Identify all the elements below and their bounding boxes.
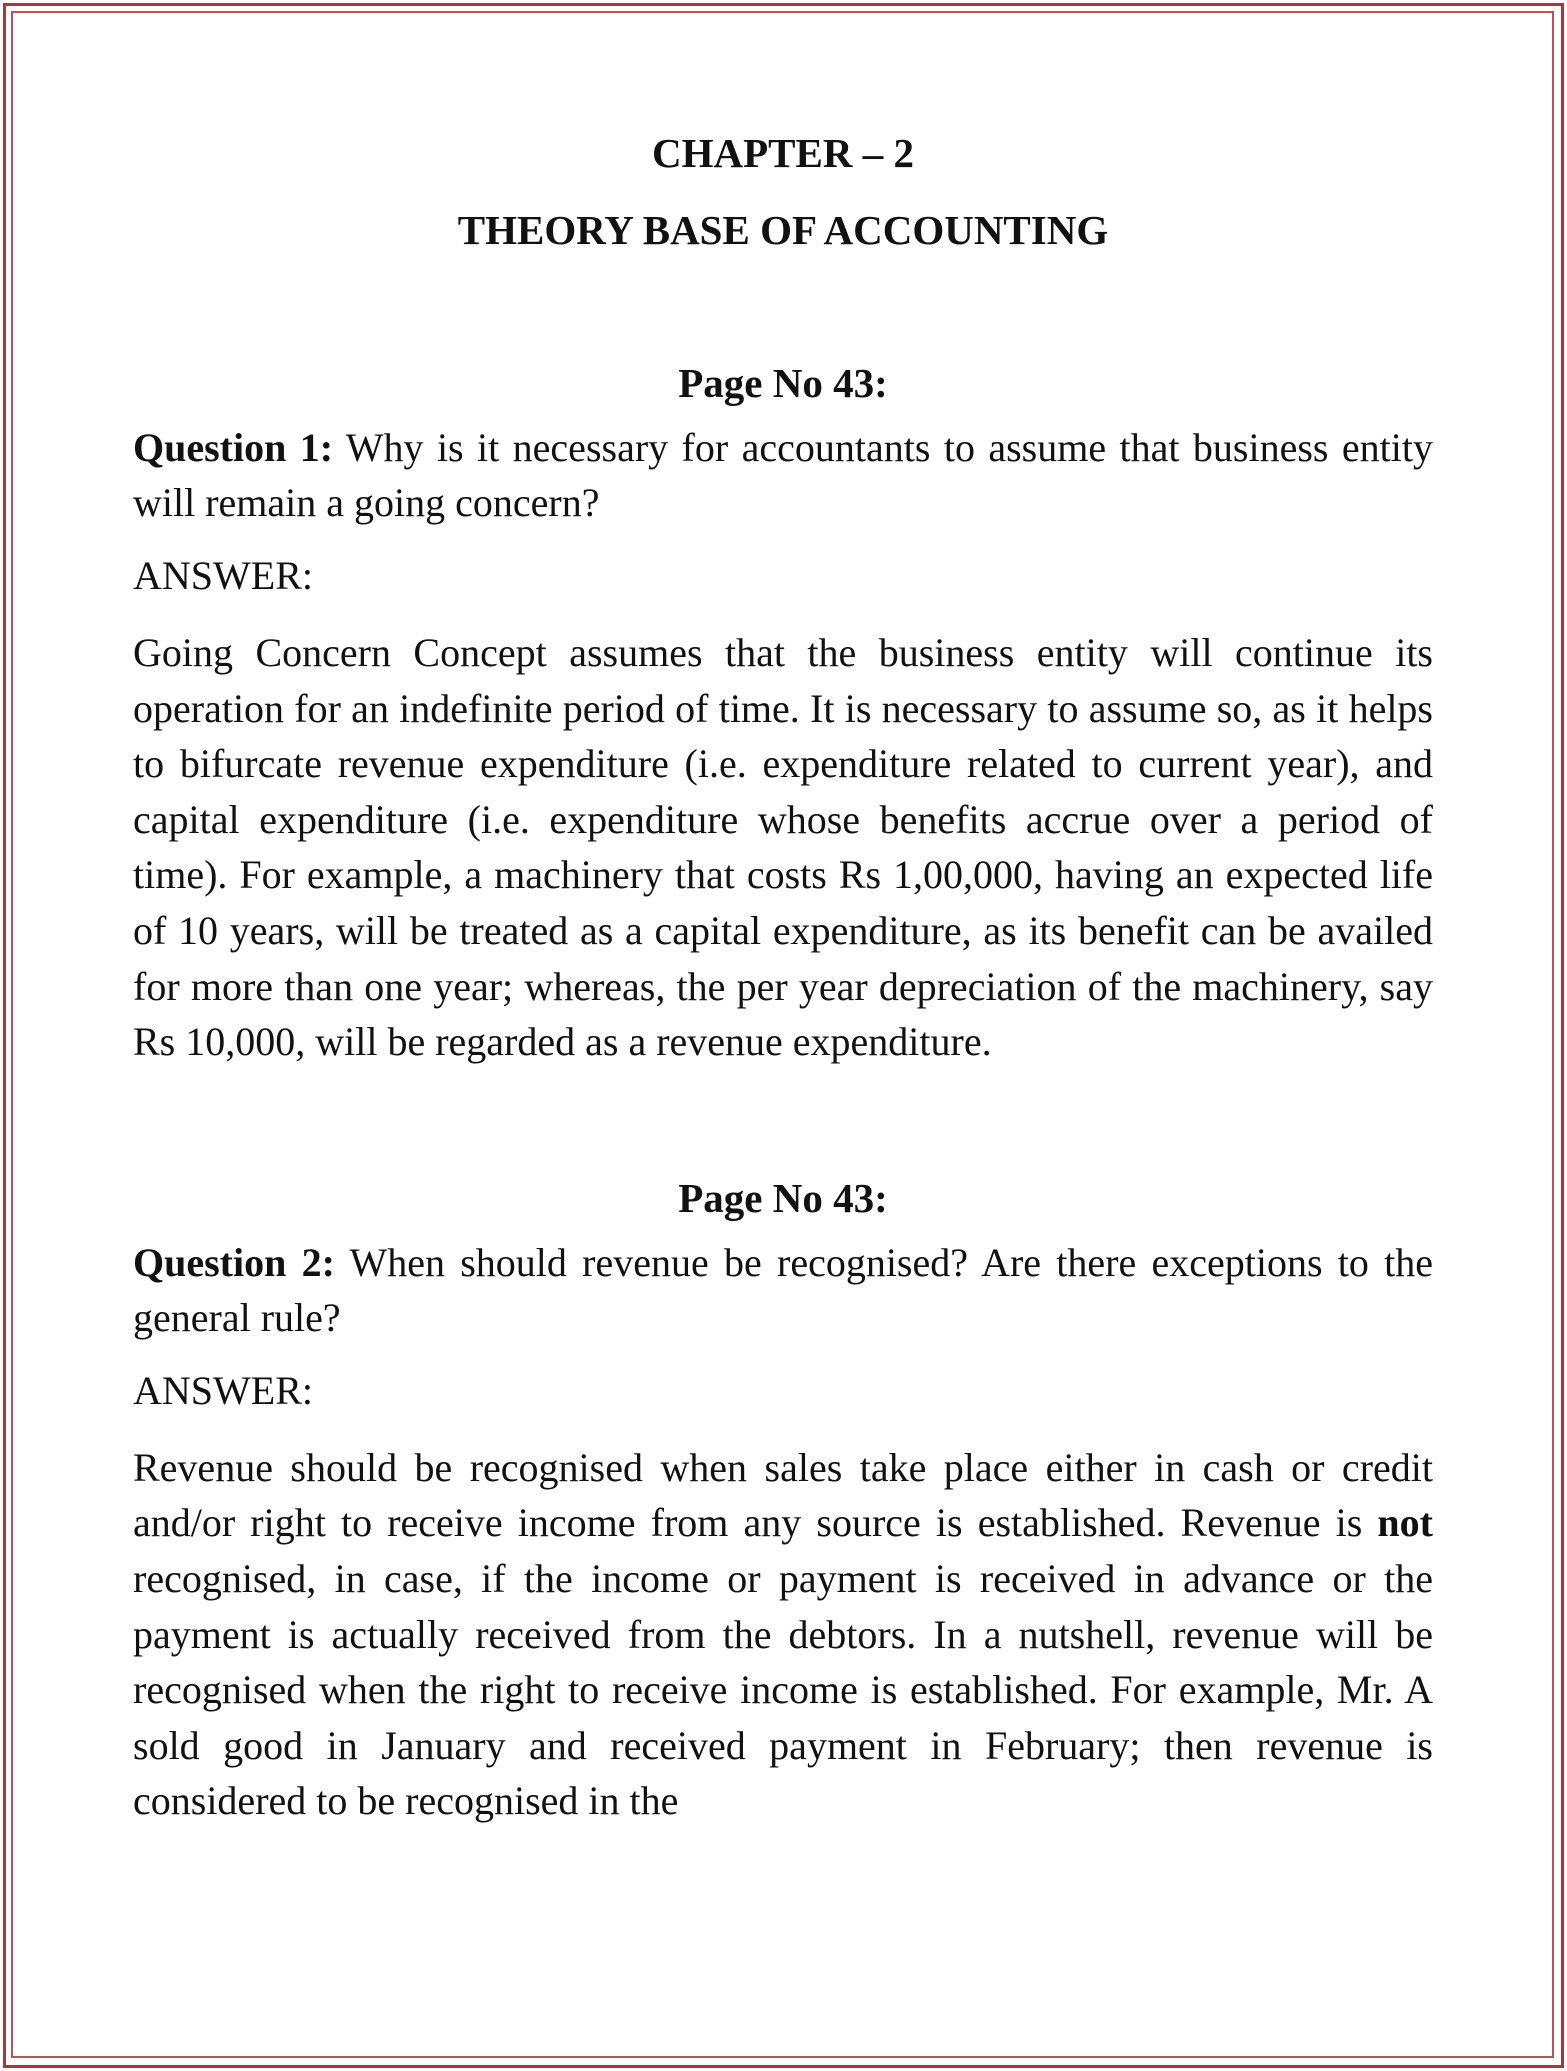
answer-emphasis: not — [1377, 1500, 1433, 1546]
question-block-1 — [133, 358, 1433, 1070]
question-label: Question 2: — [133, 1239, 335, 1285]
answer-text-part: Revenue should be recognised when sales take place either in cash or credit and/or right to receive income from any source is established. Revenue is — [133, 1444, 1433, 1546]
question-text: Why is it necessary for accountants to assume that business entity will remain a going concern? — [133, 425, 1433, 525]
answer-label: ANSWER: — [133, 553, 313, 598]
chapter-number: CHAPTER – 2 — [652, 130, 914, 176]
chapter-title: THEORY BASE OF ACCOUNTING — [457, 207, 1109, 253]
question-block-2 — [133, 1173, 1433, 1829]
answer-text — [133, 1440, 1433, 1829]
document-content — [133, 128, 1433, 1829]
question-label: Question 1: — [133, 425, 334, 470]
answer-label: ANSWER: — [133, 1367, 313, 1413]
question-2 — [133, 1235, 1433, 1345]
answer-text: Going Concern Concept assumes that the business entity will continue its operation for an indefinite period of time. It is necessary to assume so, as it helps to bifurcate revenue expenditure (i.e. expenditure related to current year), and capital expenditure (i.e. expenditure whose benefits accrue over a period of time). For example, a machinery that costs Rs 1,00,000, having an expected life of 10 years, will be treated as a capital expenditure, as its benefit can be availed for more than one year; whereas, the per year depreciation of the machinery, say Rs 10,000, will be regarded as a revenue expenditure. — [133, 630, 1433, 1065]
answer-text-part: recognised, in case, if the income or payment is received in advance or the payment is actually received from the debtors. In a nutshell, revenue will be recognised when the right to receive income is established. For example, Mr. A sold good in January and received payment in February; then revenue is considered to be recognised in the — [133, 1555, 1433, 1824]
page-label: Page No 43: — [678, 360, 888, 406]
question-1 — [133, 420, 1433, 530]
question-text: When should revenue be recognised? Are there exceptions to the general rule? — [133, 1239, 1433, 1340]
page-label: Page No 43: — [678, 1174, 888, 1221]
